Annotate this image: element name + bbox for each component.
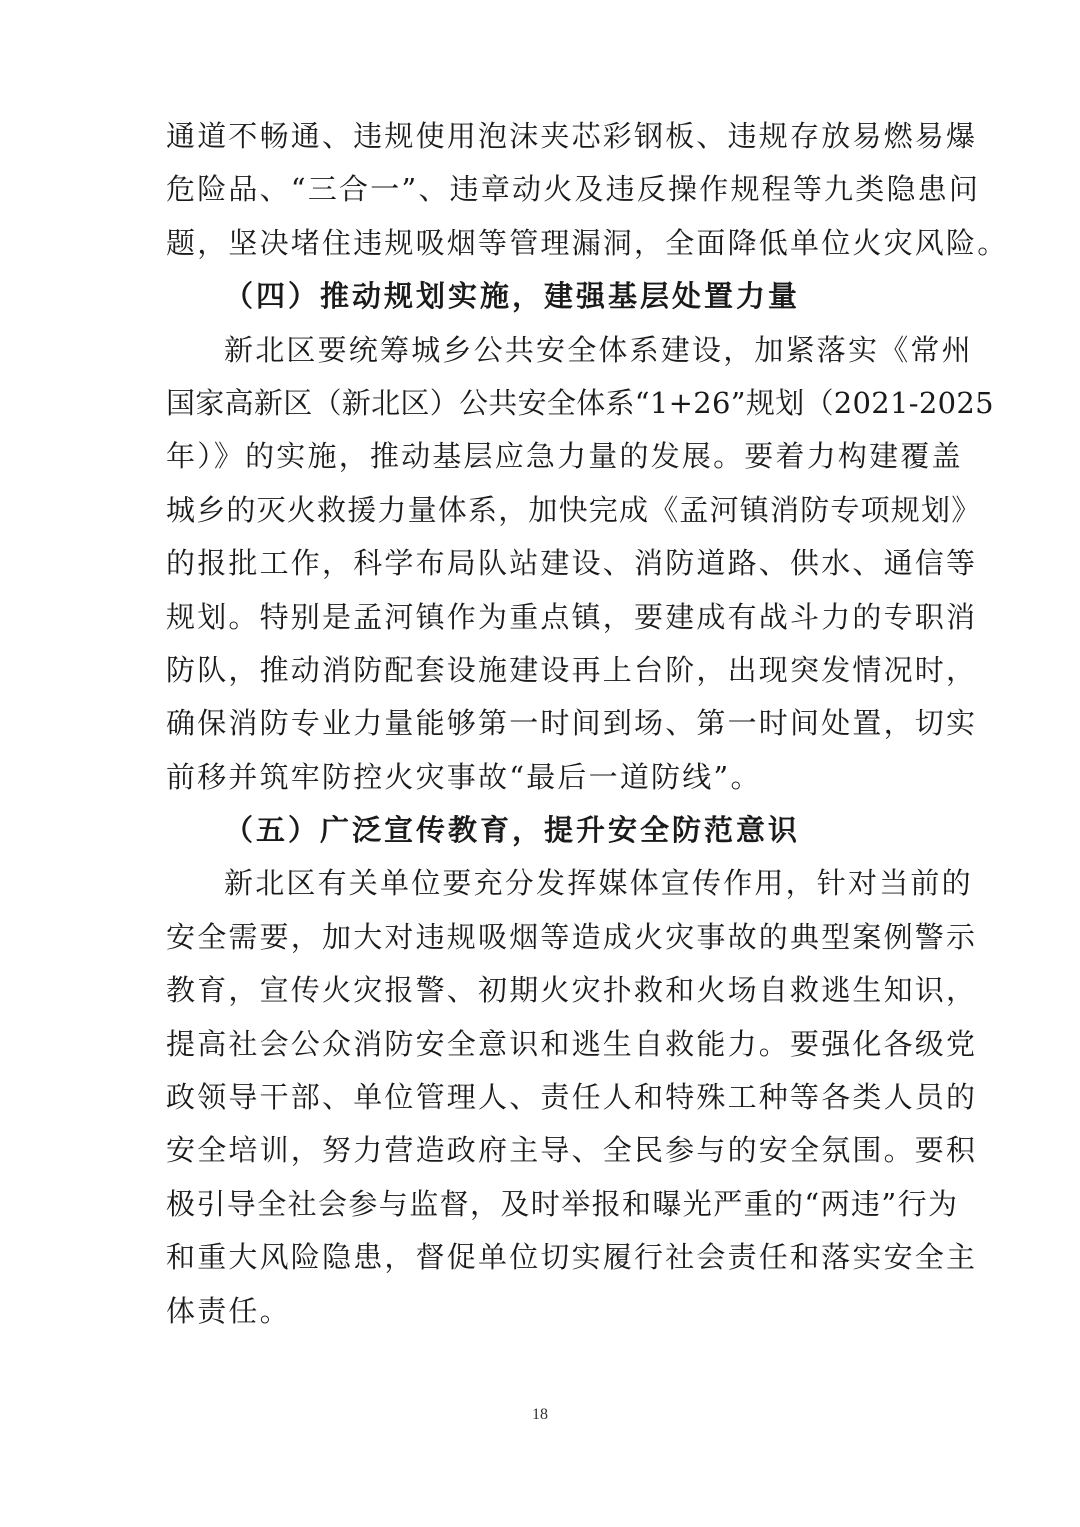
text-line: 城乡的灭火救援力量体系，加快完成《孟河镇消防专项规划》 (166, 492, 982, 527)
text-line: 政领导干部、单位管理人、责任人和特殊工种等各类人员的 (166, 1080, 978, 1115)
text-line: 安全需要，加大对违规吸烟等造成火灾事故的典型案例警示 (166, 919, 978, 954)
text-line: 和重大风险隐患，督促单位切实履行社会责任和落实安全主 (166, 1240, 978, 1275)
text-line: 防队，推动消防配套设施建设再上台阶，出现突发情况时， (166, 652, 978, 687)
text-line: 教育，宣传火灾报警、初期火灾扑救和火场自救逃生知识， (166, 973, 978, 1008)
text-line: 题，坚决堵住违规吸烟等管理漏洞，全面降低单位火灾风险。 (166, 225, 1009, 260)
paragraph-education (166, 857, 978, 1338)
page-number: 18 (532, 1406, 548, 1423)
text-line: 年）》的实施，推动基层应急力量的发展。要着力构建覆盖 (166, 439, 963, 474)
paragraph-hazard-issues (166, 110, 1009, 270)
paragraph-planning (166, 324, 994, 805)
text-line: 体责任。 (166, 1293, 291, 1328)
section-heading-5: （五）广泛宣传教育，提升安全防范意识 (224, 813, 801, 848)
text-line: 通道不畅通、违规使用泡沫夹芯彩钢板、违规存放易燃易爆 (166, 119, 978, 153)
section-heading-4: （四）推动规划实施，建强基层处置力量 (224, 279, 801, 314)
text-line: 的报批工作，科学布局队站建设、消防道路、供水、通信等 (166, 546, 978, 581)
text-line: 新北区要统筹城乡公共安全体系建设，加紧落实《常州 (224, 332, 973, 367)
text-line: 危险品、“三合一”、违章动火及违反操作规程等九类隐患问 (166, 172, 981, 207)
text-line: 国家高新区（新北区）公共安全体系“1+26”规划（2021-2025 (166, 385, 994, 420)
text-line: 安全培训，努力营造政府主导、全民参与的安全氛围。要积 (166, 1133, 978, 1168)
text-line: 规划。特别是孟河镇作为重点镇，要建成有战斗力的专职消 (166, 599, 978, 634)
text-line: 新北区有关单位要充分发挥媒体宣传作用，针对当前的 (224, 866, 973, 901)
text-line: 确保消防专业力量能够第一时间到场、第一时间处置，切实 (166, 706, 978, 741)
text-line: 前移并筑牢防控火灾事故“最后一道防线”。 (166, 759, 762, 794)
body-text (166, 110, 1009, 1338)
text-line: 极引导全社会参与监督，及时举报和曝光严重的“两违”行为 (166, 1186, 959, 1221)
text-line: 提高社会公众消防安全意识和逃生自救能力。要强化各级党 (166, 1026, 978, 1061)
